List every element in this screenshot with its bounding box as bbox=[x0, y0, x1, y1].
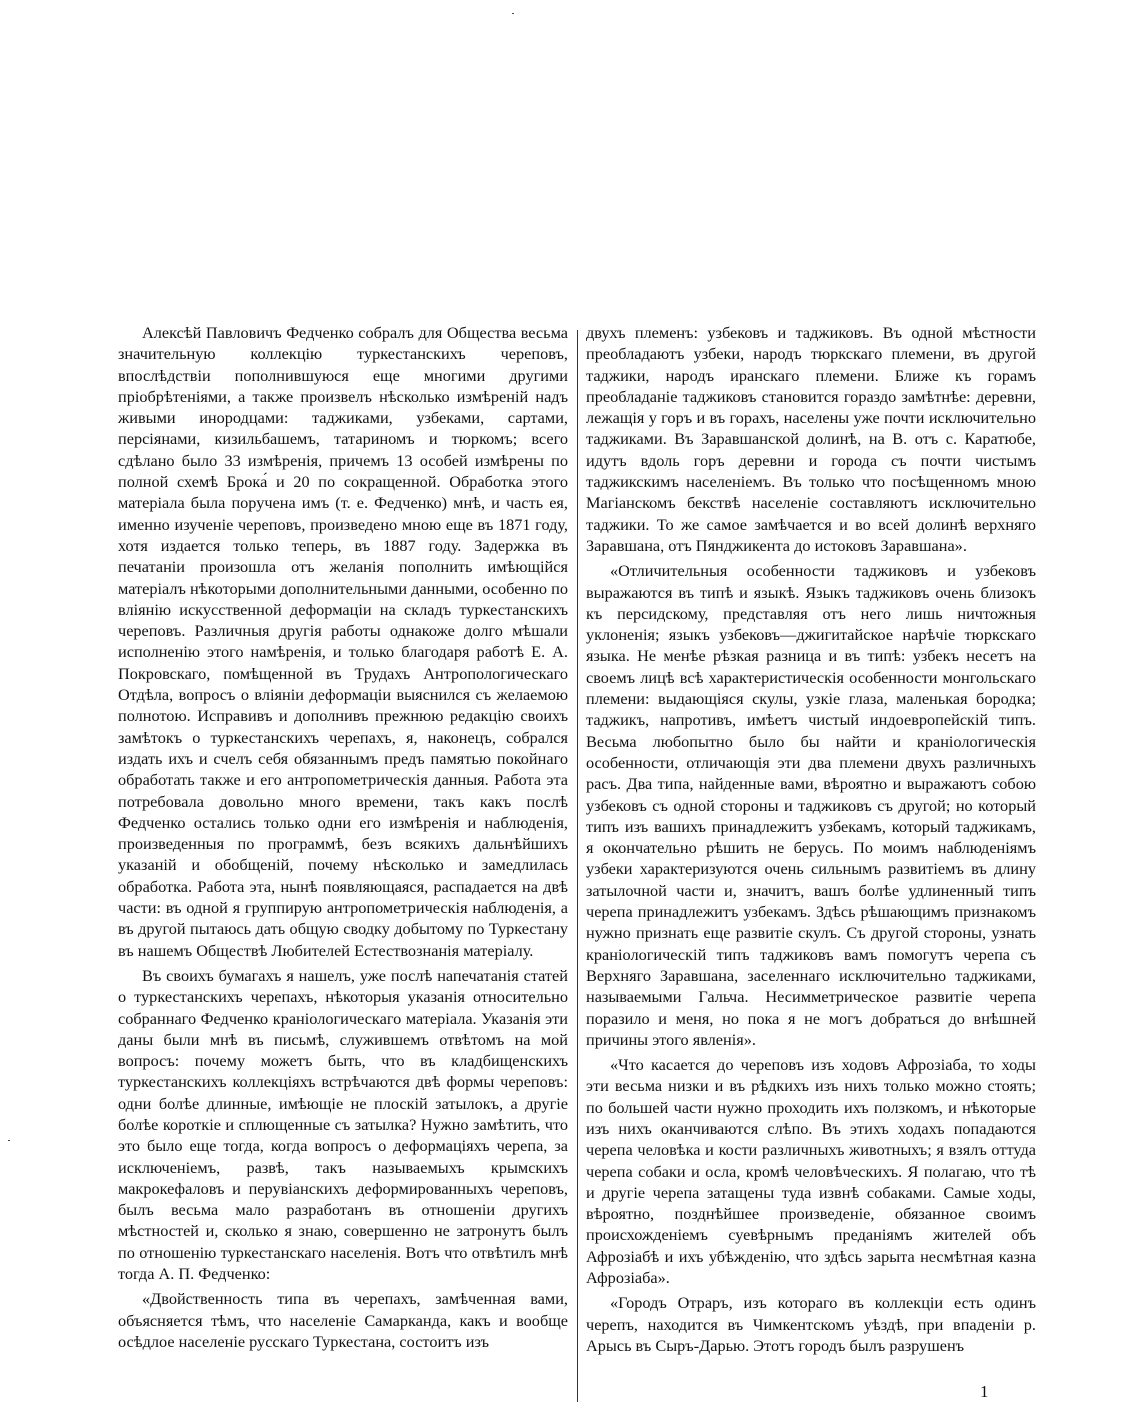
scan-speck bbox=[512, 13, 514, 14]
paragraph: «Отличительныя особенности таджиковъ и узбековъ выражаются въ типѣ и языкѣ. Языкъ таджиковъ очень близокъ къ персидскому, представляя отъ него лишь ничтожныя уклоненія; языкъ узбековъ—джигитайское нарѣчіе тюркскаго языка. Не менѣе рѣзкая разница и въ типѣ: узбекъ несетъ на своемъ лицѣ всѣ характеристическія особенности монгольскаго племени: выдающіяся скулы, узкіе глаза, маленькая бородка; таджикъ, напротивъ, имѣетъ чистый индоевропейскій типъ. Весьма любопытно было бы найти и краніологическія особенности, отличающія эти два племени двухъ различныхъ расъ. Два типа, найденные вами, вѣроятно и выражаютъ собою узбековъ съ одной стороны и таджиковъ съ другой; но который типъ изъ вашихъ принадлежитъ узбекамъ, который таджикамъ, я окончательно рѣшить не берусь. По моимъ наблюденіямъ узбеки характеризуются очень сильнымъ развитіемъ въ длину затылочной части и, значитъ, вашъ болѣе удлиненный типъ черепа принадлежитъ узбекамъ. Здѣсь рѣшающимъ признакомъ нужно признать еще развитіе скулъ. Съ другой стороны, узнать краніологическій типъ таджиковъ вамъ помогутъ черепа съ Верхняго Заравшана, заселеннаго исключительно таджиками, называемыми Гальча. Несимметрическое развитіе черепа поразило и меня, но пока я не могъ добраться до внѣшней причины этого явленія». bbox=[586, 561, 1036, 1049]
column-divider bbox=[577, 330, 578, 1402]
paragraph: «Двойственность типа въ черепахъ, замѣченная вами, объясняется тѣмъ, что населеніе Самарканда, какъ и вообще осѣдлое населеніе русскаго Туркестана, состоитъ изъ bbox=[118, 1289, 568, 1351]
paragraph: двухъ племенъ: узбековъ и таджиковъ. Въ одной мѣстности преобладаютъ узбеки, народъ тюркскаго племени, въ другой таджики, народъ иранскаго племени. Ближе къ горамъ преобладаніе таджиковъ становится гораздо замѣтнѣе: деревни, лежащія у горъ и въ горахъ, населены уже почти исключительно таджиками. Въ Заравшанской долинѣ, на В. отъ с. Каратюбе, идутъ вдоль горъ деревни и города съ почти чистымъ таджикскимъ населеніемъ. Въ только что посѣщенномъ мною Магіанскомъ бекствѣ населеніе составляютъ исключительно таджики. То же самое замѣчается и во всей долинѣ верхняго Заравшана, отъ Пянджикента до истоковъ Заравшана». bbox=[586, 323, 1036, 555]
paragraph: Въ своихъ бумагахъ я нашелъ, уже послѣ напечатанія статей о туркестанскихъ черепахъ, нѣкоторыя указанія относительно собраннаго Федченко краніологическаго матеріала. Указанія эти даны были мнѣ въ письмѣ, служившемъ отвѣтомъ на мой вопросъ: почему можетъ быть, что въ кладбищенскихъ туркестанскихъ коллекціяхъ встрѣчаются двѣ формы череповъ: одни болѣе длинные, имѣющіе не плоскій затылокъ, а другіе болѣе короткіе и сплющенные съ затылка? Нужно замѣтить, что это было еще тогда, когда вопросъ о деформаціяхъ черепа, за исключеніемъ, развѣ, такъ называемыхъ крымскихъ макрокефаловъ и перувіанскихъ деформированныхъ череповъ, былъ весьма мало разработанъ въ отношеніи другихъ мѣстностей и, сколько я знаю, совершенно не затронутъ былъ по отношенію туркестанскаго населенія. Вотъ что отвѣтилъ мнѣ тогда А. П. Федченко: bbox=[118, 965, 568, 1284]
page-number: 1 bbox=[980, 1382, 989, 1401]
right-text-column bbox=[586, 322, 1036, 1360]
paragraph: «Городъ Отраръ, изъ котораго въ коллекціи есть одинъ черепъ, находится въ Чимкентскомъ уѣздѣ, при впаденіи р. Арысь въ Сыръ-Дарью. Этотъ городъ былъ разрушенъ bbox=[586, 1293, 1036, 1355]
left-text-column bbox=[118, 322, 568, 1356]
scan-speck bbox=[8, 1140, 10, 1141]
paragraph: «Что касается до череповъ изъ ходовъ Афрозіаба, то ходы эти весьма низки и въ рѣдкихъ изъ нихъ только можно стоять; по большей части нужно проходить ихъ ползкомъ, и нѣкоторые изъ нихъ оканчиваются слѣпо. Въ этихъ ходахъ попадаются черепа человѣка и кости различныхъ животныхъ; я взялъ оттуда черепа собаки и осла, кромѣ человѣческихъ. Я полагаю, что тѣ и другіе черепа затащены туда извнѣ собаками. Самые ходы, вѣроятно, позднѣйшее произведеніе, обязанное своимъ происхожденіемъ суевѣрнымъ преданіямъ жителей объ Афрозіабѣ и ихъ убѣжденію, что здѣсь зарыта несмѣтная казна Афрозіаба». bbox=[586, 1055, 1036, 1288]
paragraph: Алексѣй Павловичъ Федченко собралъ для Общества весьма значительную коллекцію туркестанскихъ череповъ, впослѣдствіи пополнившуюся еще многими другими пріобрѣтеніями, а также произвелъ нѣсколько измѣреній надъ живыми инородцами: таджиками, узбеками, сартами, персіянами, кизильбашемъ, татариномъ и тюркомъ; всего сдѣлано было 33 измѣренія, причемъ 13 особей измѣрены по полной схемѣ Брока́ и 20 по сокращенной. Обработка этого матеріала была поручена имъ (т. е. Федченко) мнѣ, и часть ея, именно изученіе череповъ, произведено мною еще въ 1871 году, хотя издается только теперь, въ 1887 году. Задержка въ печатаніи произошла отъ желанія пополнить имѣющійся матеріалъ нѣкоторыми дополнительными данными, особенно по вліянію искусственной деформаціи на складъ туркестанскихъ череповъ. Различныя другія работы однакоже долго мѣшали исполненію этого намѣренія, и только благодаря работѣ Е. А. Покровскаго, помѣщенной въ Трудахъ Антропологическаго Отдѣла, вопросъ о вліяніи деформаціи выяснился съ желаемою полнотою. Исправивъ и дополнивъ прежнюю редакцію своихъ замѣтокъ о туркестанскихъ черепахъ, я, наконецъ, собрался издать ихъ и счелъ себя обязаннымъ предъ памятью покойнаго обработать также и его антропометрическія данныя. Работа эта потребовала довольно много времени, такъ какъ послѣ Федченко остались только одни его измѣренія и наблюденія, произведенныя по программѣ, безъ всякихъ дальнѣйшихъ указаній и обобщеній, почему нѣсколько и замедлилась обработка. Работа эта, нынѣ появляющаяся, распадается на двѣ части: въ одной я группирую антропометрическія наблюденія, а въ другой пытаюсь дать общую сводку добытому по Туркестану въ нашемъ Обществѣ Любителей Естествознанія матеріалу. bbox=[118, 323, 568, 960]
